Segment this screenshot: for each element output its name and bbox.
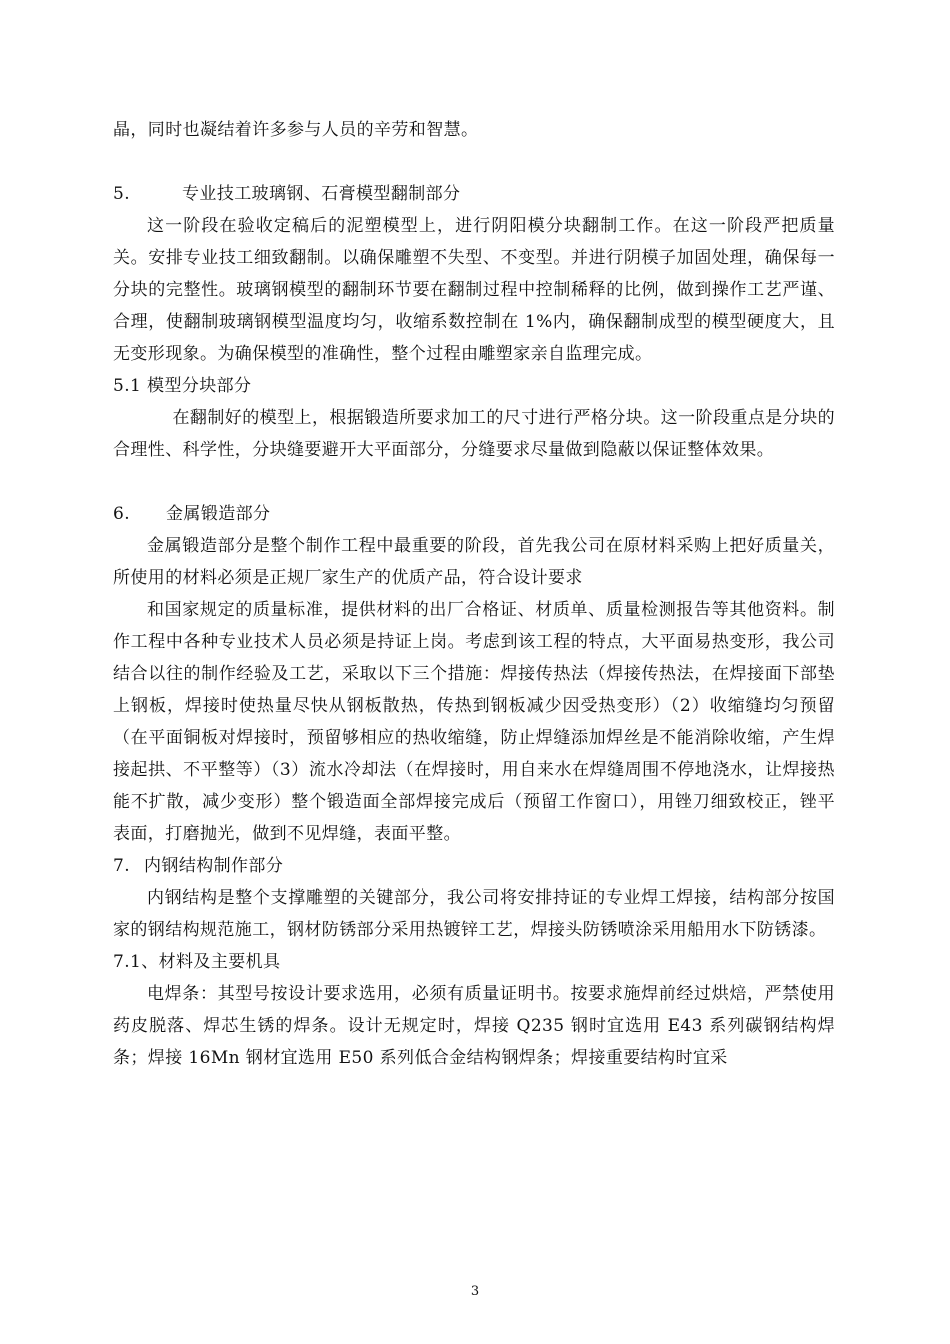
section-7-paragraph: 内钢结构是整个支撑雕塑的关键部分，我公司将安排持证的专业焊工焊接，结构部分按国家的钢结构规范施工，钢材防锈部分采用热镀锌工艺，焊接头防锈喷涂采用船用水下防锈漆。 (113, 888, 835, 940)
section-5-number: 5. (113, 184, 131, 204)
section-5-heading (113, 178, 835, 210)
section-7-1-heading: 7.1、材料及主要机具 (113, 952, 281, 972)
section-5-title: 专业技工玻璃钢、石膏模型翻制部分 (182, 184, 461, 204)
section-6-heading (113, 498, 835, 530)
section-6-number: 6. (113, 504, 131, 524)
section-6-paragraph-2: 和国家规定的质量标准，提供材料的出厂合格证、材质单、质量检测报告等其他资料。制作工程中各种专业技术人员必须是持证上岗。考虑到该工程的特点，大平面易热变形，我公司结合以往的制作经验及工艺，采取以下三个措施：焊接传热法（焊接传热法，在焊接面下部垫上钢板，焊接时使热量尽快从钢板散热，传热到钢板减少因受热变形）（2）收缩缝均匀预留（在平面铜板对焊接时，预留够相应的热收缩缝，防止焊缝添加焊丝是不能消除收缩，产生焊接起拱、不平整等）（3）流水冷却法（在焊接时，用自来水在焊缝周围不停地浇水，让焊接热能不扩散，减少变形）整个锻造面全部焊接完成后（预留工作窗口），用锉刀细致校正，锉平表面，打磨抛光，做到不见焊缝，表面平整。 (113, 600, 835, 844)
page-number: 3 (470, 1284, 480, 1299)
section-7-heading (113, 850, 835, 882)
section-5-1-paragraph: 在翻制好的模型上，根据锻造所要求加工的尺寸进行严格分块。这一阶段重点是分块的合理性、科学性，分块缝要避开大平面部分，分缝要求尽量做到隐蔽以保证整体效果。 (113, 408, 835, 460)
section-7-1-paragraph: 电焊条：其型号按设计要求选用，必须有质量证明书。按要求施焊前经过烘焙，严禁使用药皮脱落、焊芯生锈的焊条。设计无规定时，焊接 Q235 钢时宜选用 E43 系列碳钢结构焊条；焊接 16Mn 钢材宜选用 E50 系列低合金结构钢焊条；焊接重要结构时宜采 (113, 984, 835, 1068)
section-7-number: 7. (113, 856, 131, 876)
section-5-1-heading: 5.1 模型分块部分 (113, 376, 252, 396)
document-body (113, 114, 835, 1074)
spacer (113, 466, 835, 498)
section-6-title: 金属锻造部分 (166, 504, 271, 524)
section-5-paragraph: 这一阶段在验收定稿后的泥塑模型上，进行阴阳模分块翻制工作。在这一阶段严把质量关。安排专业技工细致翻制。以确保雕塑不失型、不变型。并进行阴模子加固处理，确保每一分块的完整性。玻璃钢模型的翻制环节要在翻制过程中控制稀释的比例，做到操作工艺严谨、合理，使翻制玻璃钢模型温度均匀，收缩系数控制在 1%内，确保翻制成型的模型硬度大，且无变形现象。为确保模型的准确性，整个过程由雕塑家亲自监理完成。 (113, 216, 835, 364)
spacer (113, 146, 835, 178)
section-7-title: 内钢结构制作部分 (144, 856, 284, 876)
section-6-paragraph-1: 金属锻造部分是整个制作工程中最重要的阶段，首先我公司在原材料采购上把好质量关，所使用的材料必须是正规厂家生产的优质产品，符合设计要求 (113, 536, 835, 588)
paragraph-intro: 晶，同时也凝结着许多参与人员的辛劳和智慧。 (113, 120, 479, 140)
